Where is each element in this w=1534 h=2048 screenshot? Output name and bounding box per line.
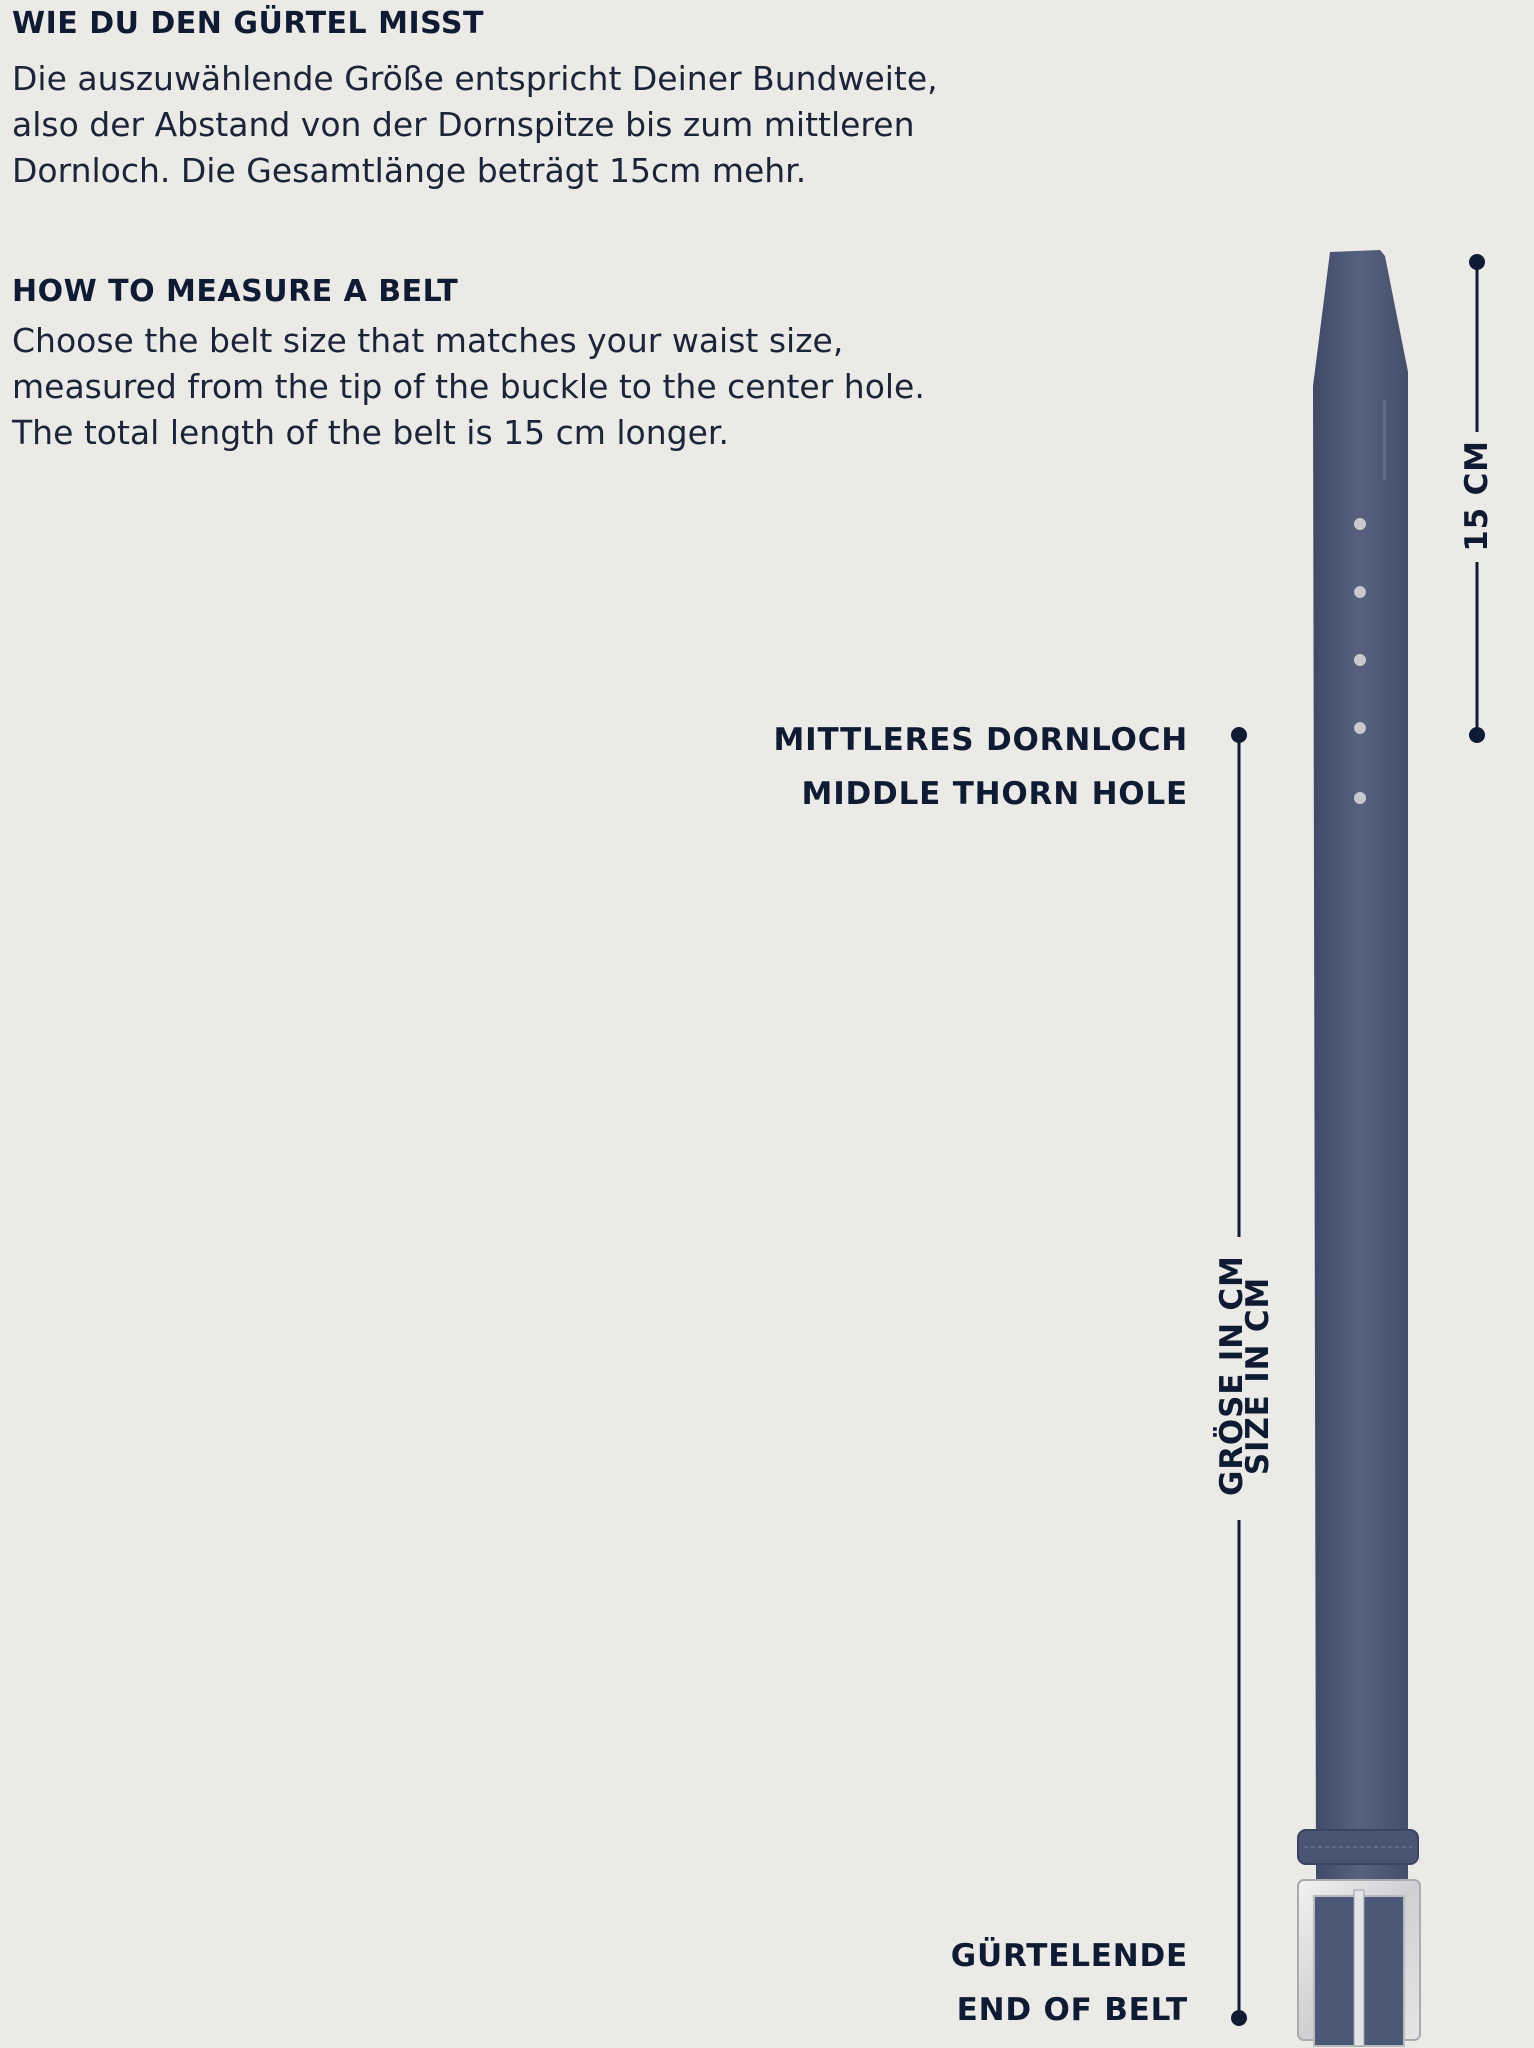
- extra-length-bottom-dot: [1469, 727, 1485, 743]
- german-heading: WIE DU DEN GÜRTEL MISST: [12, 6, 484, 41]
- extra-length-label: 15 CM: [1459, 440, 1495, 552]
- belt-hole: [1354, 654, 1366, 666]
- german-line-2: also der Abstand von der Dornspitze bis zum mittleren: [12, 105, 915, 144]
- english-line-3: The total length of the belt is 15 cm longer.: [12, 413, 729, 452]
- belt-strap: [1313, 250, 1408, 1880]
- size-label-de: GRÖSE IN CM: [1214, 1255, 1250, 1496]
- brand-imprint: [1383, 400, 1386, 480]
- english-line-2: measured from the tip of the buckle to the center hole.: [12, 367, 925, 406]
- belt-buckle: [1298, 1880, 1420, 2046]
- english-line-1: Choose the belt size that matches your waist size,: [12, 321, 844, 360]
- belt-hole-middle: [1354, 792, 1366, 804]
- middle-hole-label-de: MITTLERES DORNLOCH: [773, 722, 1188, 758]
- end-of-belt-label-en: END OF BELT: [956, 1992, 1188, 2028]
- end-of-belt-label-de: GÜRTELENDE: [950, 1938, 1188, 1974]
- size-label-en: SIZE IN CM: [1240, 1276, 1276, 1476]
- size-top-dot: [1231, 727, 1247, 743]
- belt-hole: [1354, 518, 1366, 530]
- belt-loop: [1298, 1830, 1418, 1864]
- size-bottom-dot: [1231, 2010, 1247, 2026]
- belt-hole: [1354, 586, 1366, 598]
- german-line-3: Dornloch. Die Gesamtlänge beträgt 15cm mehr.: [12, 151, 807, 190]
- extra-length-top-dot: [1469, 254, 1485, 270]
- english-heading: HOW TO MEASURE A BELT: [12, 274, 459, 309]
- belt-hole: [1354, 722, 1366, 734]
- german-line-1: Die auszuwählende Größe entspricht Deiner Bundweite,: [12, 59, 938, 98]
- middle-hole-label-en: MIDDLE THORN HOLE: [801, 776, 1188, 812]
